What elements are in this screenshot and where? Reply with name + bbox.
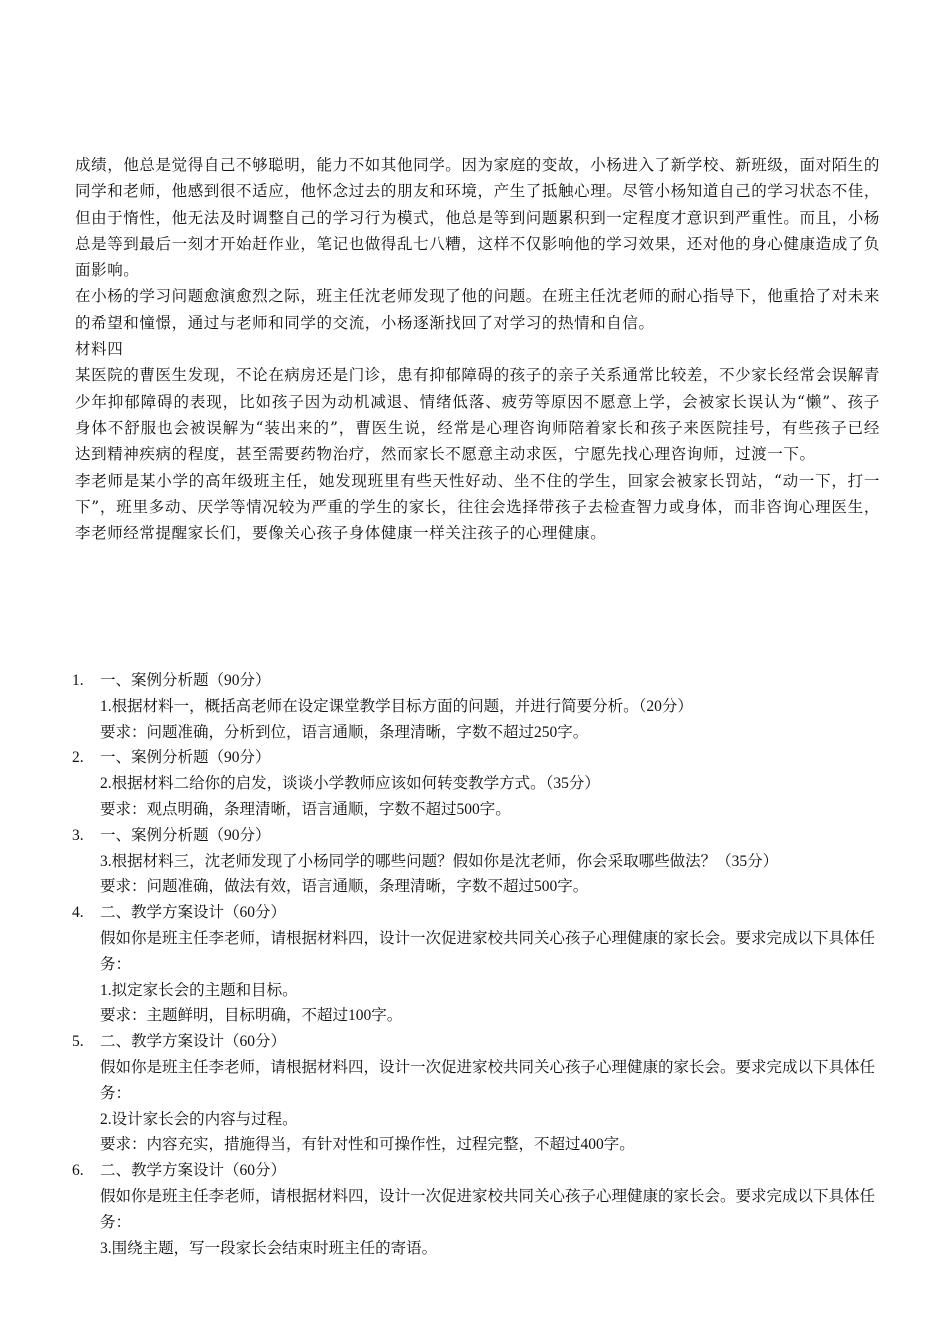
question-item xyxy=(72,745,882,822)
question-line: 要求：观点明确，条理清晰，语言通顺，字数不超过500字。 xyxy=(100,800,511,818)
question-section: 一、案例分析题（90分） xyxy=(100,749,271,767)
question-number: 3. xyxy=(72,826,84,844)
question-number: 4. xyxy=(72,904,84,922)
question-section: 二、教学方案设计（60分） xyxy=(100,1033,287,1051)
material3-paragraph: 成绩，他总是觉得自己不够聪明，能力不如其他同学。因为家庭的变故，小杨进入了新学校、新班级，面对陌生的同学和老师，他感到很不适应，他怀念过去的朋友和环境，产生了抵触心理。尽管小杨知道自己的学习状态不佳，但由于惰性，他无法及时调整自己的学习行为模式，他总是等到问题累积到一定程度才意识到严重性。而且，小杨总是等到最后一刻才开始赶作业，笔记也做得乱七八糟，这样不仅影响他的学习效果，还对他的身心健康造成了负面影响。 xyxy=(75,156,881,280)
question-line: 2.设计家长会的内容与过程。 xyxy=(100,1110,298,1128)
question-section: 二、教学方案设计（60分） xyxy=(100,1162,287,1180)
question-line: 假如你是班主任李老师，请根据材料四，设计一次促进家校共同关心孩子心理健康的家长会。要求完成以下具体任务： xyxy=(100,1187,876,1231)
question-line: 3.根据材料三，沈老师发现了小杨同学的哪些问题？假如你是沈老师，你会采取哪些做法？（35分） xyxy=(100,852,779,870)
question-line: 假如你是班主任李老师，请根据材料四，设计一次促进家校共同关心孩子心理健康的家长会。要求完成以下具体任务： xyxy=(100,1058,876,1102)
question-item xyxy=(72,900,882,1029)
question-item xyxy=(72,1029,882,1158)
question-section: 一、案例分析题（90分） xyxy=(100,672,271,689)
question-number: 1. xyxy=(72,672,84,689)
material4-paragraph: 某医院的曹医生发现，不论在病房还是门诊，患有抑郁障碍的孩子的亲子关系通常比较差，不少家长经常会误解青少年抑郁障碍的表现，比如孩子因为动机减退、情绪低落、疲劳等原因不愿意上学，会被家长误认为“懒”、孩子身体不舒服也会被误解为“装出来的”，曹医生说，经常是心理咨询师陪着家长和孩子来医院挂号，有些孩子已经达到精神疾病的程度，甚至需要药物治疗，然而家长不愿意主动求医，宁愿先找心理咨询师，过渡一下。 xyxy=(75,366,881,464)
question-number: 2. xyxy=(72,749,84,767)
question-list xyxy=(72,668,882,1261)
question-line: 1.拟定家长会的主题和目标。 xyxy=(100,981,298,999)
question-item xyxy=(72,668,882,745)
materials-section xyxy=(75,152,880,546)
question-line: 要求：主题鲜明，目标明确，不超过100字。 xyxy=(100,1007,403,1025)
question-line: 假如你是班主任李老师，请根据材料四，设计一次促进家校共同关心孩子心理健康的家长会。要求完成以下具体任务： xyxy=(100,929,876,973)
material3-paragraph: 在小杨的学习问题愈演愈烈之际，班主任沈老师发现了他的问题。在班主任沈老师的耐心指导下，他重拾了对未来的希望和憧憬，通过与老师和同学的交流，小杨逐渐找回了对学习的热情和自信。 xyxy=(75,287,881,332)
question-line: 要求：问题准确，分析到位，语言通顺，条理清晰，字数不超过250字。 xyxy=(100,723,589,741)
question-line: 2.根据材料二给你的启发，谈谈小学教师应该如何转变教学方式。（35分） xyxy=(100,775,600,793)
question-number: 6. xyxy=(72,1162,84,1180)
question-item xyxy=(72,823,882,900)
question-line: 3.围绕主题，写一段家长会结束时班主任的寄语。 xyxy=(100,1239,438,1257)
question-line: 要求：问题准确，做法有效，语言通顺，条理清晰，字数不超过500字。 xyxy=(100,878,589,896)
question-line: 1.根据材料一，概括高老师在设定课堂教学目标方面的问题，并进行简要分析。（20分） xyxy=(100,697,693,715)
question-section: 二、教学方案设计（60分） xyxy=(100,904,287,922)
material4-paragraph: 李老师是某小学的高年级班主任，她发现班里有些天性好动、坐不住的学生，回家会被家长罚站，“动一下，打一下”，班里多动、厌学等情况较为严重的学生的家长，往往会选择带孩子去检查智力或身体，而非咨询心理医生，李老师经常提醒家长们，要像关心孩子身体健康一样关注孩子的心理健康。 xyxy=(75,471,880,543)
question-line: 要求：内容充实，措施得当，有针对性和可操作性，过程完整，不超过400字。 xyxy=(100,1136,635,1154)
question-number: 5. xyxy=(72,1033,84,1051)
question-section: 一、案例分析题（90分） xyxy=(100,826,271,844)
material4-heading: 材料四 xyxy=(75,340,124,359)
question-item xyxy=(72,1158,882,1261)
